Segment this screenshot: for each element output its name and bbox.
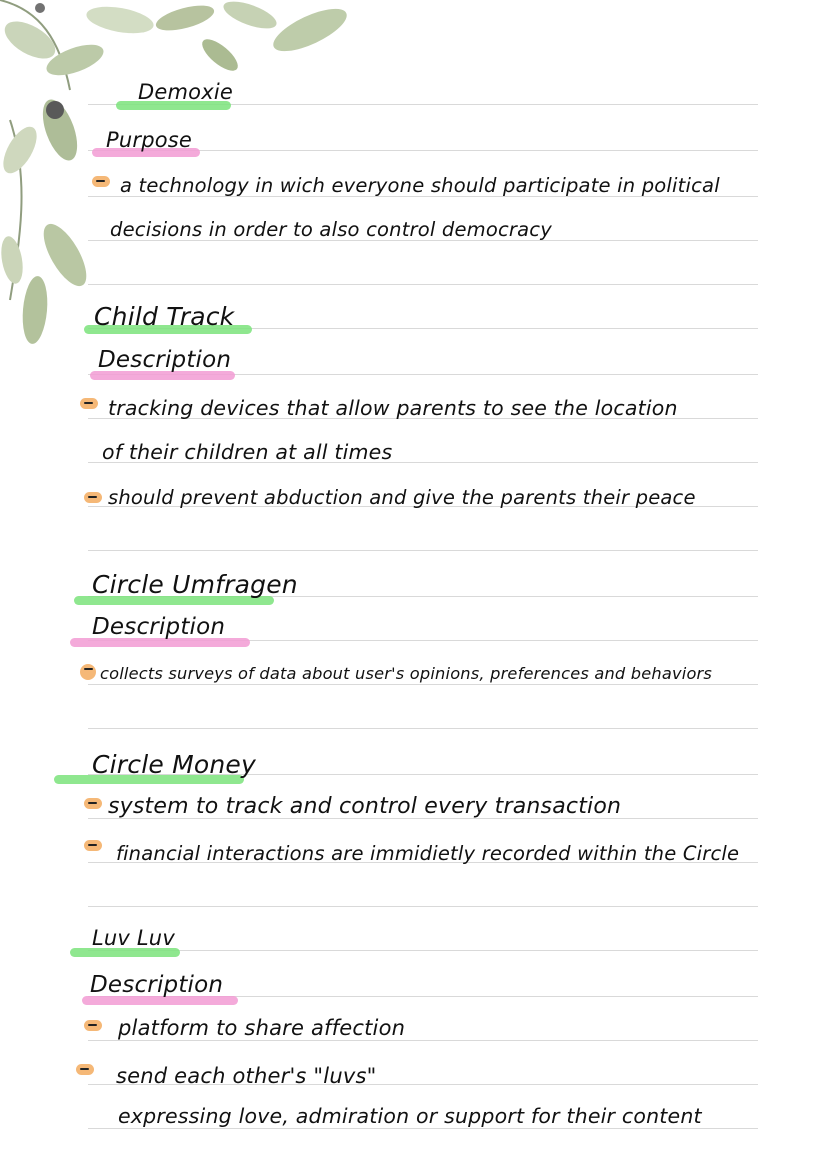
note-line: financial interactions are immidietly recorded within the Circle	[116, 842, 740, 865]
note-line: a technology in wich everyone should participate in political	[120, 174, 720, 197]
note-line: send each other's "luvs"	[116, 1064, 377, 1088]
bullet-marker	[80, 398, 98, 409]
rule-line	[88, 550, 758, 551]
section-title: Demoxie	[138, 80, 233, 104]
section-title: Circle Money	[92, 750, 256, 779]
bullet-marker	[76, 1064, 94, 1075]
note-line: system to track and control every transaction	[108, 794, 622, 819]
section-heading: Description	[90, 972, 224, 998]
section-heading: Description	[92, 614, 226, 640]
bullet-marker	[84, 492, 102, 503]
note-line: expressing love, admiration or support for their content	[118, 1104, 702, 1128]
bullet-marker	[84, 840, 102, 851]
bullet-marker	[84, 798, 102, 809]
section-heading: Description	[98, 347, 232, 373]
rule-line	[88, 906, 758, 907]
bullet-marker	[92, 176, 110, 187]
rule-line	[88, 1040, 758, 1041]
rule-line	[88, 684, 758, 685]
rule-line	[88, 1128, 758, 1129]
note-line: decisions in order to also control democracy	[110, 218, 552, 241]
section-title: Child Track	[94, 302, 235, 331]
note-line: should prevent abduction and give the parents their peace	[108, 486, 696, 509]
section-title: Circle Umfragen	[92, 570, 298, 599]
rule-line	[88, 728, 758, 729]
bullet-marker	[80, 664, 96, 680]
note-line: tracking devices that allow parents to see the location	[108, 396, 678, 420]
note-line: of their children at all times	[102, 440, 393, 464]
leaves-decoration	[0, 0, 380, 400]
note-line: collects surveys of data about user's opinions, preferences and behaviors	[100, 664, 713, 683]
note-line: platform to share affection	[118, 1016, 406, 1040]
section-heading: Purpose	[106, 128, 193, 152]
bullet-marker	[84, 1020, 102, 1031]
section-title: Luv Luv	[92, 926, 175, 950]
rule-line	[88, 950, 758, 951]
